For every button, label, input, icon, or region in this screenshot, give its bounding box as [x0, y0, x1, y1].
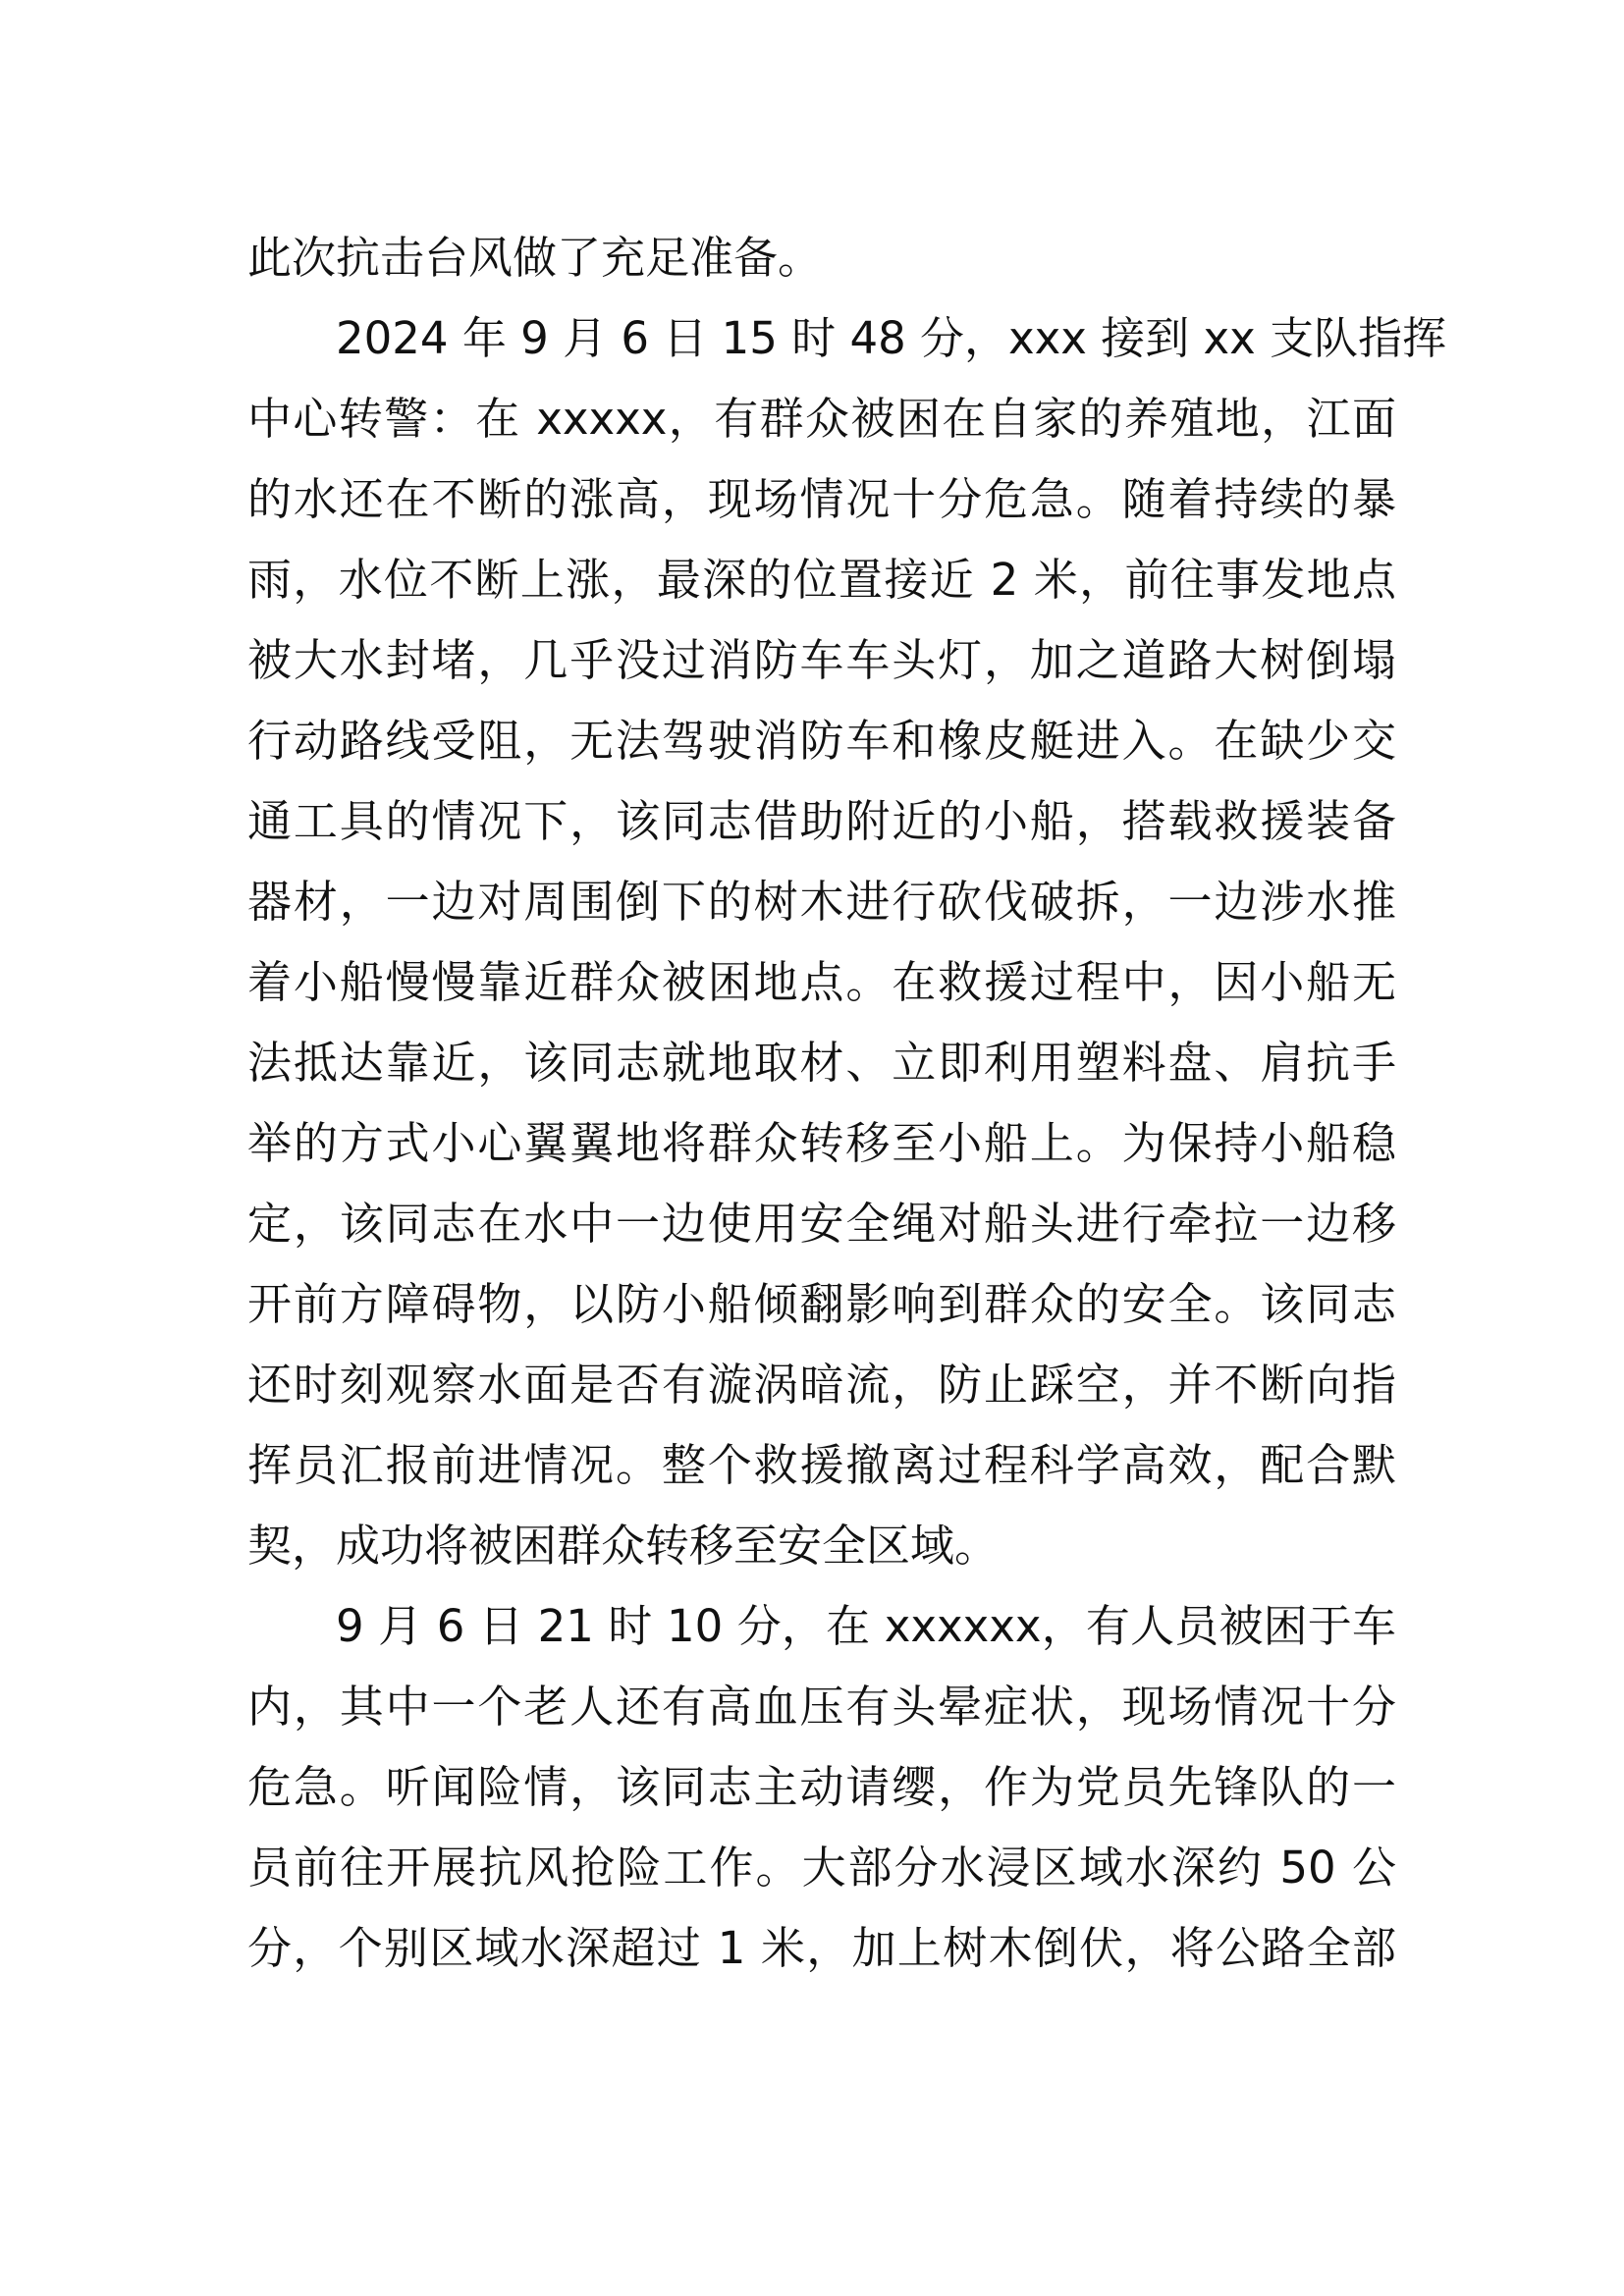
- text-line: 被大水封堵，几乎没过消防车车头灯，加之道路大树倒塌: [247, 634, 1396, 686]
- text-line: 还时刻观察水面是否有漩涡暗流，防止踩空，并不断向指: [247, 1359, 1396, 1411]
- text-line: 着小船慢慢靠近群众被困地点。在救援过程中，因小船无: [247, 956, 1396, 1008]
- body-text: [247, 218, 1447, 1989]
- text-line: 开前方障碍物，以防小船倾翻影响到群众的安全。该同志: [247, 1278, 1396, 1330]
- text-line: 内，其中一个老人还有高血压有头晕症状，现场情况十分: [247, 1681, 1396, 1733]
- text-line: 举的方式小心翼翼地将群众转移至小船上。为保持小船稳: [247, 1117, 1396, 1169]
- text-line: 的水还在不断的涨高，现场情况十分危急。随着持续的暴: [247, 473, 1396, 525]
- text-line: 此次抗击台风做了充足准备。: [247, 232, 823, 284]
- text-line: 法抵达靠近，该同志就地取材、立即利用塑料盘、肩抗手: [247, 1037, 1396, 1089]
- text-line: 行动路线受阻，无法驾驶消防车和橡皮艇进入。在缺少交: [247, 715, 1396, 767]
- text-line: 员前往开展抗风抢险工作。大部分水浸区域水深约 50 公: [247, 1842, 1396, 1894]
- text-line: 通工具的情况下，该同志借助附近的小船，搭载救援装备: [247, 795, 1396, 847]
- text-line: 分，个别区域水深超过 1 米，加上树木倒伏，将公路全部: [247, 1922, 1396, 1974]
- text-line: 器材，一边对周围倒下的树木进行砍伐破拆，一边涉水推: [247, 876, 1396, 928]
- text-line: 危急。听闻险情，该同志主动请缨，作为党员先锋队的一: [247, 1761, 1396, 1813]
- paragraph-first-line: 9 月 6 日 21 时 10 分，在 xxxxxx，有人员被困于车: [336, 1600, 1396, 1652]
- text-line: 雨，水位不断上涨，最深的位置接近 2 米，前往事发地点: [247, 554, 1396, 606]
- text-line: 定，该同志在水中一边使用安全绳对船头进行牵拉一边移: [247, 1198, 1396, 1250]
- paragraph-first-line: 2024 年 9 月 6 日 15 时 48 分，xxx 接到 xx 支队指挥: [336, 312, 1447, 364]
- text-line: 挥员汇报前进情况。整个救援撤离过程科学高效，配合默: [247, 1439, 1396, 1491]
- text-line: 中心转警：在 xxxxx，有群众被困在自家的养殖地，江面: [247, 393, 1396, 445]
- paragraph-last-line: 契，成功将被困群众转移至安全区域。: [247, 1520, 1000, 1572]
